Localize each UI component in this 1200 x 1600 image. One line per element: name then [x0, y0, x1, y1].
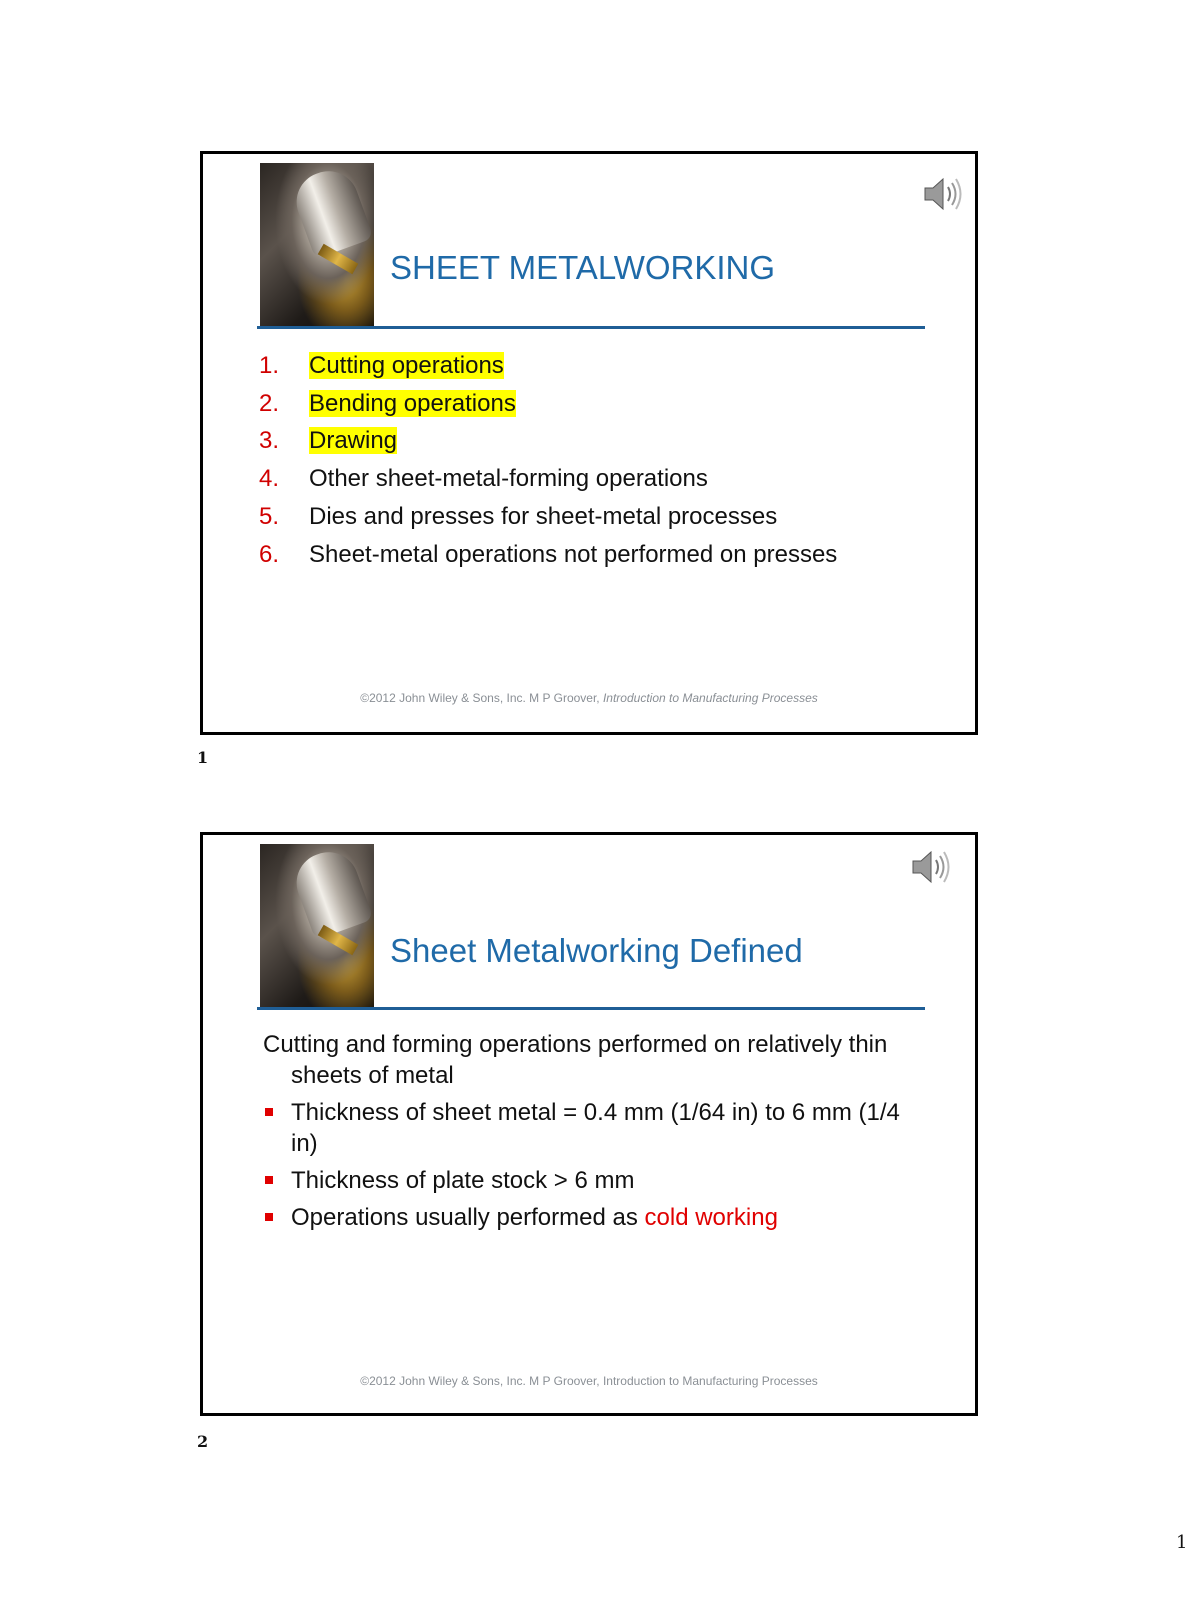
intro-text: Cutting and forming operations performed on relatively thin sheets of metal [263, 1031, 888, 1089]
slide-title: Sheet Metalworking Defined [390, 932, 803, 969]
list-item: 3. Drawing [259, 427, 398, 455]
list-item: 5. Dies and presses for sheet-metal processes [259, 502, 778, 530]
list-item: 1. Cutting operations [259, 352, 504, 379]
speaker-icon[interactable] [921, 172, 965, 216]
speaker-icon[interactable] [909, 845, 953, 889]
slide-number: 2 [197, 1432, 209, 1451]
square-bullet-icon [265, 1108, 273, 1116]
title-divider [257, 326, 925, 329]
list-item: Thickness of sheet metal = 0.4 mm (1/64 in) to 6 mm (1/4 in) [263, 1097, 923, 1159]
copyright-footer: ©2012 John Wiley & Sons, Inc. M P Groover, Introduction to Manufacturing Processes [360, 1374, 818, 1388]
copyright-footer: ©2012 John Wiley & Sons, Inc. M P Groover, Introduction to Manufacturing Processes [360, 691, 818, 705]
list-item: Operations usually performed as cold working [263, 1202, 923, 1233]
square-bullet-icon [265, 1176, 273, 1184]
list-item: 2. Bending operations [259, 389, 516, 417]
slide-body [263, 1029, 923, 1239]
lathe-photo [260, 844, 374, 1009]
title-divider [257, 1007, 925, 1010]
slide-1 [200, 151, 978, 735]
slide-title: SHEET METALWORKING [390, 249, 776, 286]
lathe-photo [260, 163, 374, 328]
list-item: 4. Other sheet-metal-forming operations [259, 465, 708, 493]
page-number: 1 [1176, 1532, 1188, 1553]
square-bullet-icon [265, 1213, 273, 1221]
emphasis-text: cold working [644, 1204, 778, 1231]
slide-2 [200, 832, 978, 1416]
list-item: 6. Sheet-metal operations not performed on presses [259, 540, 838, 568]
topic-list [259, 347, 837, 573]
bullet-list [263, 1097, 923, 1233]
slide-number: 1 [197, 748, 209, 767]
list-item: Thickness of plate stock > 6 mm [263, 1165, 923, 1196]
